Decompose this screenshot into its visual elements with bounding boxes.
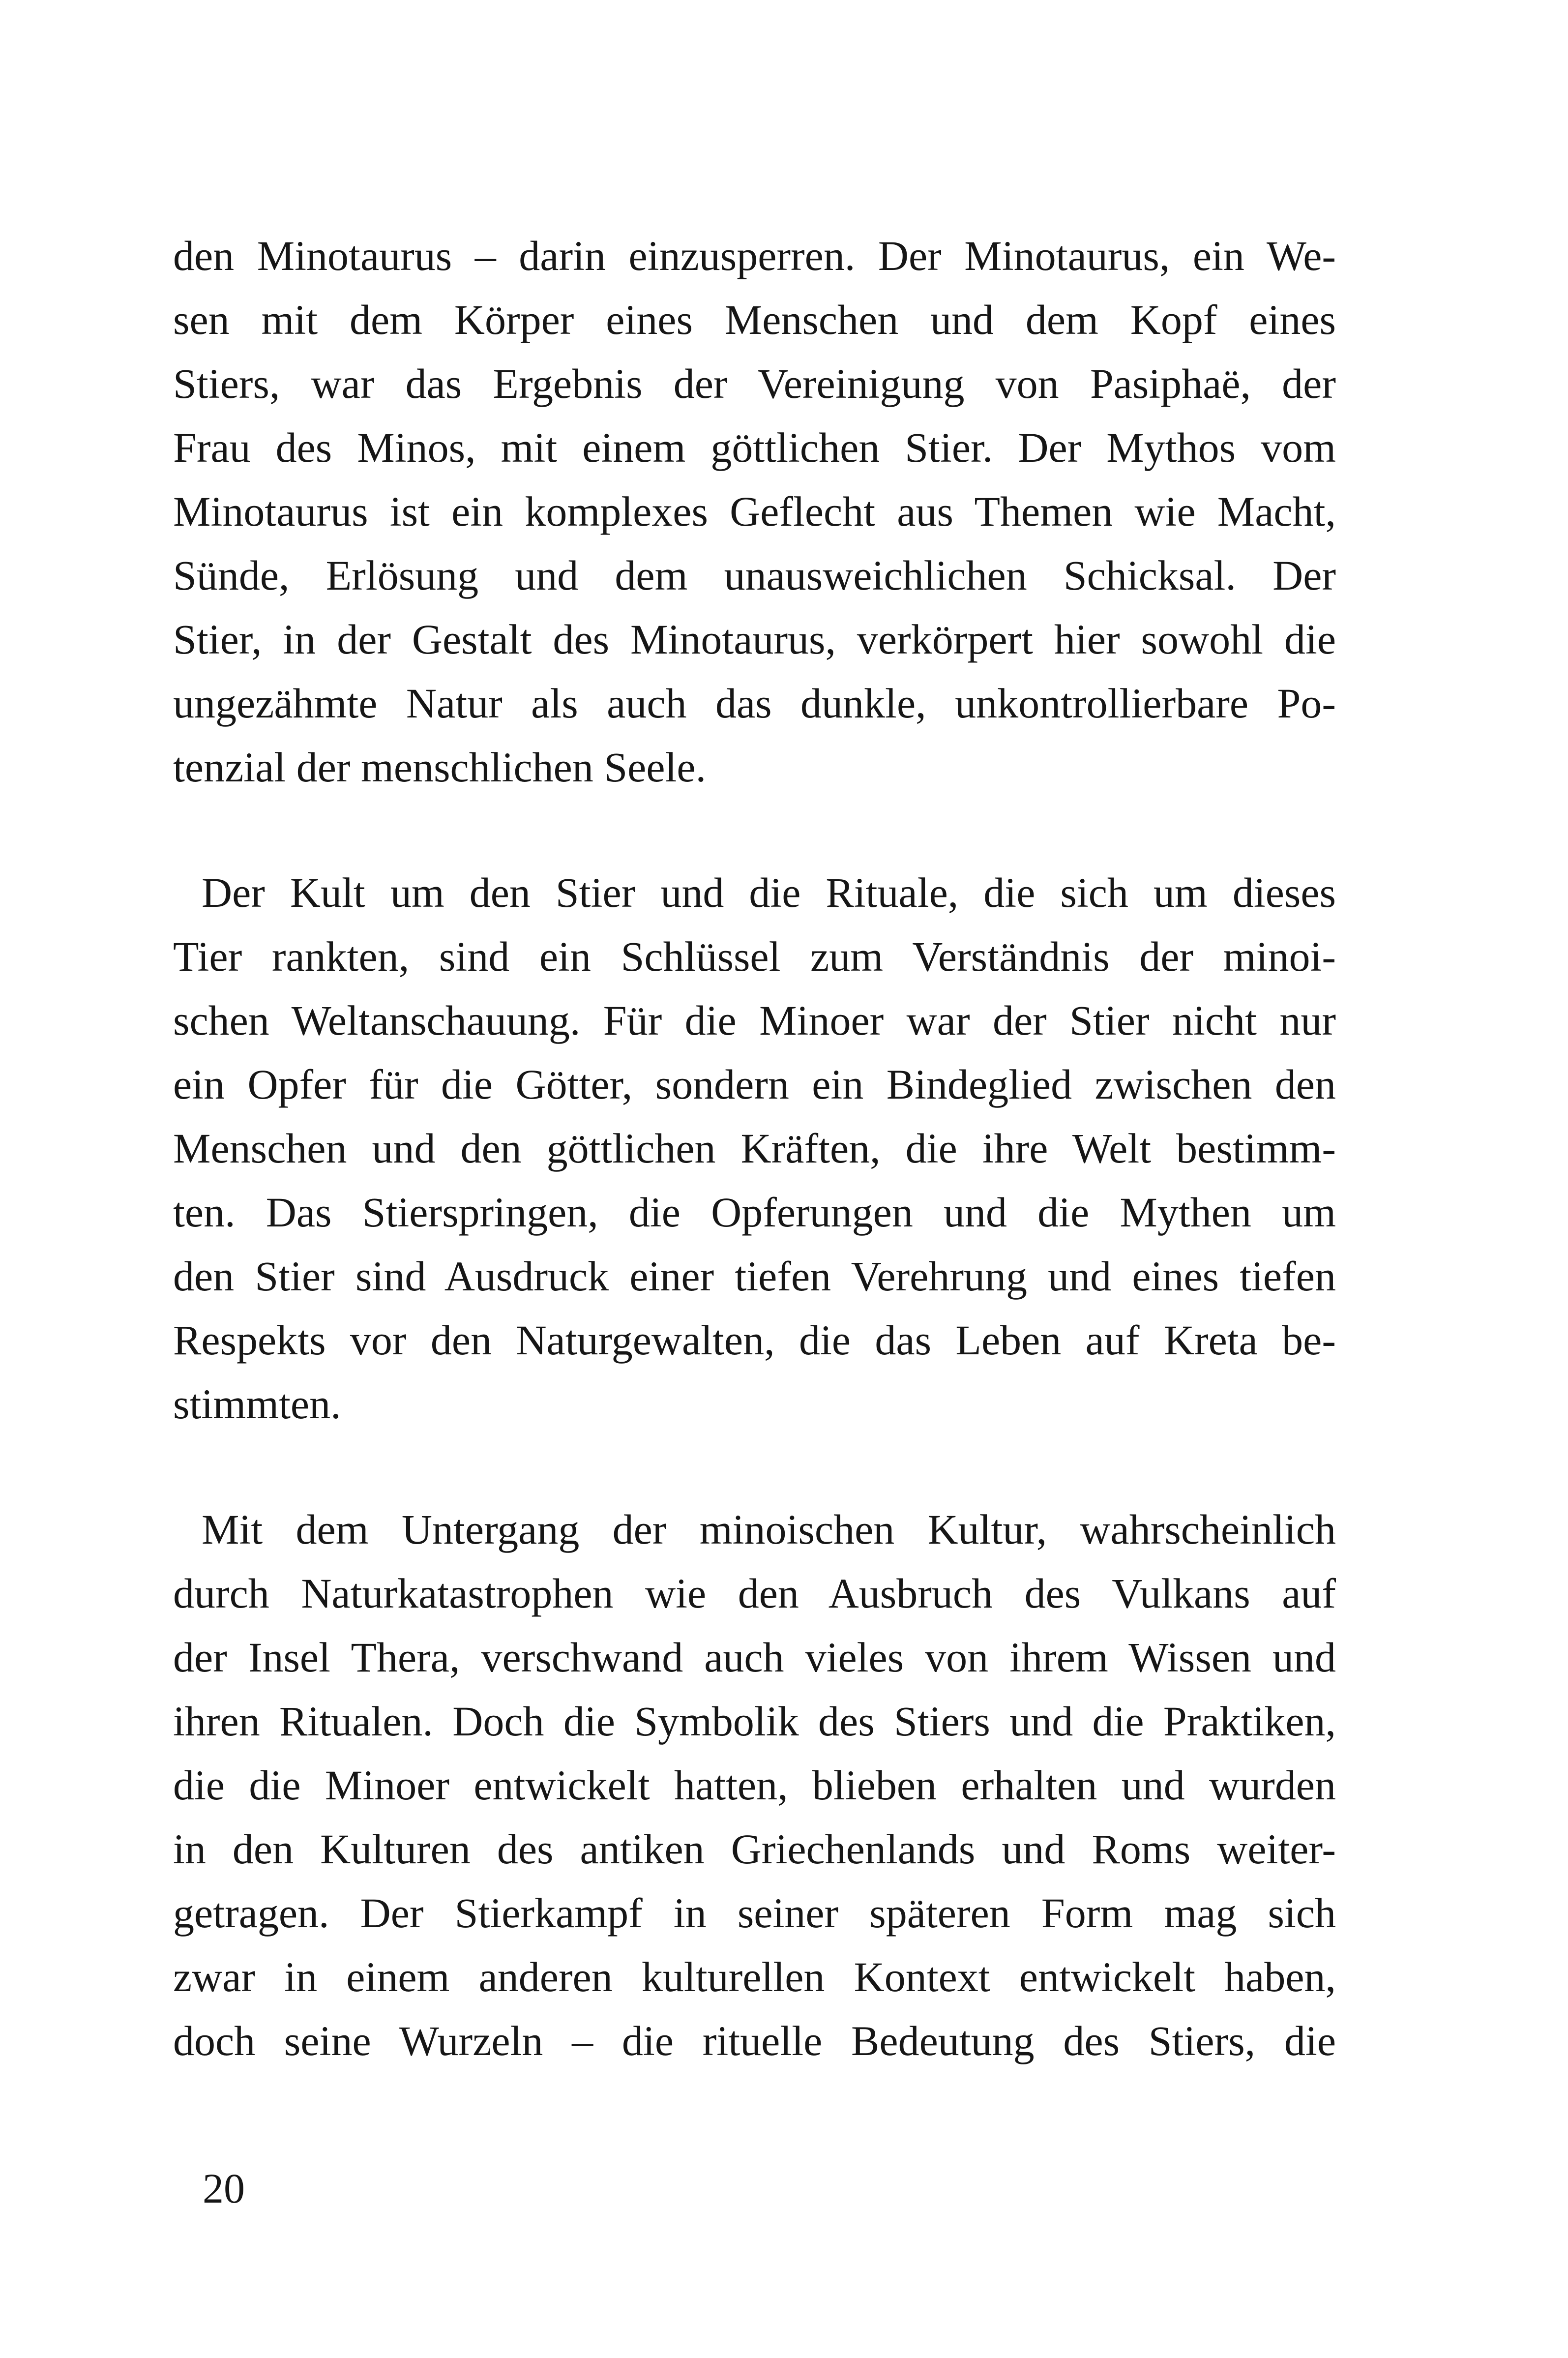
text-line: die die Minoer entwickelt hatten, blieben erhalten und wurden <box>173 1761 1336 1809</box>
text-line: Stiers, war das Ergebnis der Vereinigung von Pasiphaë, der <box>173 360 1336 407</box>
text-line: ungezähmte Natur als auch das dunkle, unkontrollierbare Po- <box>173 680 1336 727</box>
text-line: der Insel Thera, verschwand auch vieles von ihrem Wissen und <box>173 1634 1336 1681</box>
text-line: Sünde, Erlösung und dem unausweichlichen Schicksal. Der <box>173 552 1336 599</box>
text-line: sen mit dem Körper eines Menschen und dem Kopf eines <box>173 296 1336 343</box>
text-line: durch Naturkatastrophen wie den Ausbruch des Vulkans auf <box>173 1570 1336 1617</box>
text-line: ihren Ritualen. Doch die Symbolik des Stiers und die Praktiken, <box>173 1698 1336 1745</box>
text-line: ten. Das Stierspringen, die Opferungen und die Mythen um <box>173 1189 1336 1236</box>
text-line: Respekts vor den Naturgewalten, die das Leben auf Kreta be- <box>173 1316 1336 1364</box>
text-line: Stier, in der Gestalt des Minotaurus, verkörpert hier sowohl die <box>173 616 1336 663</box>
text-line: stimmten. <box>173 1380 341 1428</box>
text-line: Der Kult um den Stier und die Rituale, die sich um dieses <box>202 869 1336 916</box>
text-line: den Minotaurus – darin einzusperren. Der Minotaurus, ein We- <box>173 232 1336 279</box>
page-number: 20 <box>203 2165 245 2212</box>
text-line: ein Opfer für die Götter, sondern ein Bindeglied zwischen den <box>173 1061 1336 1108</box>
text-line: Frau des Minos, mit einem göttlichen Stier. Der Mythos vom <box>173 424 1336 471</box>
text-line: Mit dem Untergang der minoischen Kultur, wahrscheinlich <box>202 1506 1336 1553</box>
text-line: Minotaurus ist ein komplexes Geflecht aus Themen wie Macht, <box>173 488 1336 535</box>
text-line: getragen. Der Stierkampf in seiner späteren Form mag sich <box>173 1889 1336 1937</box>
text-line: in den Kulturen des antiken Griechenlands und Roms weiter- <box>173 1825 1336 1873</box>
text-line: den Stier sind Ausdruck einer tiefen Verehrung und eines tiefen <box>173 1253 1336 1300</box>
text-line: schen Weltanschauung. Für die Minoer war der Stier nicht nur <box>173 997 1336 1044</box>
text-line: tenzial der menschlichen Seele. <box>173 744 707 791</box>
text-line: zwar in einem anderen kulturellen Kontext entwickelt haben, <box>173 1953 1336 2000</box>
text-line: doch seine Wurzeln – die rituelle Bedeutung des Stiers, die <box>173 2017 1336 2064</box>
text-line: Tier rankten, sind ein Schlüssel zum Verständnis der minoi- <box>173 933 1336 980</box>
text-line: Menschen und den göttlichen Kräften, die ihre Welt bestimm- <box>173 1125 1336 1172</box>
